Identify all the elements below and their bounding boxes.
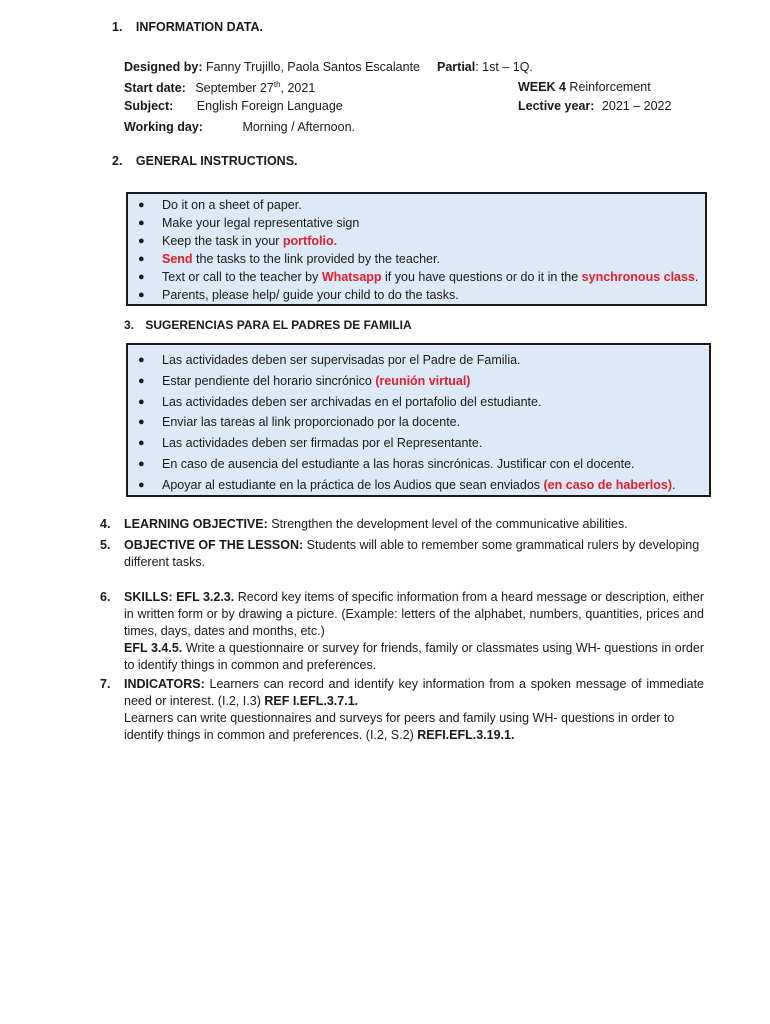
sugerencias-box	[126, 343, 711, 497]
indicators-text-2: Learners can write questionnaires and surveys for peers and family using WH- questions in order to identify things in common and preferences. (I.2, S.2)	[124, 711, 675, 742]
working-day-label: Working day:	[124, 120, 203, 134]
lesson-objective	[100, 537, 704, 571]
section-number: 3.	[124, 318, 135, 332]
working-day-value: Morning / Afternoon.	[242, 120, 356, 134]
lective-year-row	[518, 99, 671, 113]
lective-year-label: Lective year:	[518, 99, 595, 113]
bullet-icon: ●	[138, 271, 145, 283]
learning-objective-text: Strengthen the development level of the communicative abilities.	[267, 517, 628, 531]
instruction-item: ● Parents, please help/ guide your child to do the tasks.	[138, 288, 459, 302]
bullet-icon: ●	[138, 217, 145, 229]
sugerencia-item: ● Las actividades deben ser firmadas por el Representante.	[128, 433, 709, 454]
learning-objective	[100, 516, 704, 533]
instruction-item: ● Do it on a sheet of paper.	[138, 198, 302, 212]
designed-by-row	[124, 60, 420, 74]
skills	[100, 589, 704, 674]
section-number: 6.	[100, 590, 111, 604]
subject-label: Subject:	[124, 99, 174, 113]
lective-year-value: 2021 – 2022	[601, 99, 672, 113]
bullet-icon: ●	[138, 416, 145, 429]
skills-sub	[124, 640, 704, 674]
bullet-icon: ●	[138, 457, 145, 470]
lesson-objective-text: Students will able to remember some grammatical rulers by developing different tasks.	[124, 538, 700, 569]
bullet-icon: ●	[138, 478, 145, 491]
sugerencia-item: ● Estar pendiente del horario sincrónico (reunión virtual)	[128, 371, 709, 392]
indicators-ref-2: REFI.EFL.3.19.1.	[417, 728, 515, 742]
section-number: 2.	[112, 154, 123, 168]
sugerencia-item: ● Enviar las tareas al link proporcionado por la docente.	[128, 412, 709, 433]
partial-value: : 1st – 1Q.	[475, 60, 533, 74]
bullet-icon: ●	[138, 437, 145, 450]
section-number: 4.	[100, 517, 111, 531]
section-number: 1.	[112, 20, 123, 34]
instruction-item: ● Send the tasks to the link provided by the teacher.	[138, 252, 440, 266]
bullet-icon: ●	[138, 253, 145, 265]
section-1-heading	[112, 20, 263, 34]
start-date-label: Start date:	[124, 81, 186, 96]
skills-text: Record key items of specific information from a heard message or description, either in written form or by drawing a picture. (Example: letters of the alphabet, numbers, quantities, prices and times, days, dates and months, etc.)	[124, 590, 704, 638]
bullet-icon: ●	[138, 354, 145, 366]
sugerencia-item: ● En caso de ausencia del estudiante a las horas sincrónicas. Justificar con el docente.	[128, 454, 709, 475]
sugerencia-item: ● Apoyar al estudiante en la práctica de los Audios que sean enviados (en caso de haberlos).	[128, 475, 709, 496]
sugerencia-item: ● Las actividades deben ser archivadas en el portafolio del estudiante.	[128, 392, 709, 413]
skills-label: SKILLS: EFL 3.2.3.	[124, 590, 235, 604]
section-number: 5.	[100, 538, 111, 552]
skills-text-2: Write a questionnaire or survey for friends, family or classmates using WH- questions in order to identify things in common and preferences.	[124, 641, 704, 672]
lesson-objective-label: OBJECTIVE OF THE LESSON:	[124, 538, 304, 552]
subject-row	[124, 99, 343, 113]
start-date-row	[124, 80, 315, 95]
skills-label-2: EFL 3.4.5.	[124, 641, 183, 655]
bullet-icon: ●	[138, 199, 145, 211]
section-2-heading	[112, 154, 298, 168]
week-label: WEEK 4	[518, 80, 566, 94]
instruction-item: ● Text or call to the teacher by Whatsapp if you have questions or do it in the synchronous class.	[138, 270, 699, 284]
instruction-item: ● Keep the task in your portfolio.	[138, 234, 338, 248]
general-instructions-box	[126, 192, 707, 306]
indicators	[100, 676, 704, 744]
sugerencia-item: ● Las actividades deben ser supervisadas por el Padre de Familia.	[128, 350, 709, 371]
designed-by-label: Designed by:	[124, 60, 203, 74]
instruction-item: ● Make your legal representative sign	[138, 216, 360, 230]
bullet-icon: ●	[138, 235, 145, 247]
section-3-heading	[124, 318, 412, 332]
section-number: 7.	[100, 677, 111, 691]
section-title: GENERAL INSTRUCTIONS.	[135, 154, 298, 168]
designed-by-value: Fanny Trujillo, Paola Santos Escalante	[205, 60, 420, 74]
partial-label: Partial	[437, 60, 476, 74]
indicators-text: Learners can record and identify key information from a spoken message of immediate need or interest. (I.2, I.3)	[124, 677, 704, 708]
indicators-sub	[124, 710, 704, 744]
indicators-ref-1: REF I.EFL.3.7.1.	[264, 694, 359, 708]
section-title: INFORMATION DATA.	[135, 20, 263, 34]
indicators-label: INDICATORS:	[124, 677, 205, 691]
working-day-row	[124, 120, 355, 134]
week-value: Reinforcement	[569, 80, 651, 94]
bullet-icon: ●	[138, 289, 145, 301]
bullet-icon: ●	[138, 374, 145, 387]
week-row	[518, 80, 651, 94]
learning-objective-label: LEARNING OBJECTIVE:	[124, 517, 268, 531]
section-title: SUGERENCIAS PARA EL PADRES DE FAMILIA	[145, 318, 412, 332]
bullet-icon: ●	[138, 395, 145, 408]
partial-row	[437, 60, 533, 74]
start-date-value: September 27th, 2021	[195, 80, 316, 96]
subject-value: English Foreign Language	[196, 99, 343, 113]
